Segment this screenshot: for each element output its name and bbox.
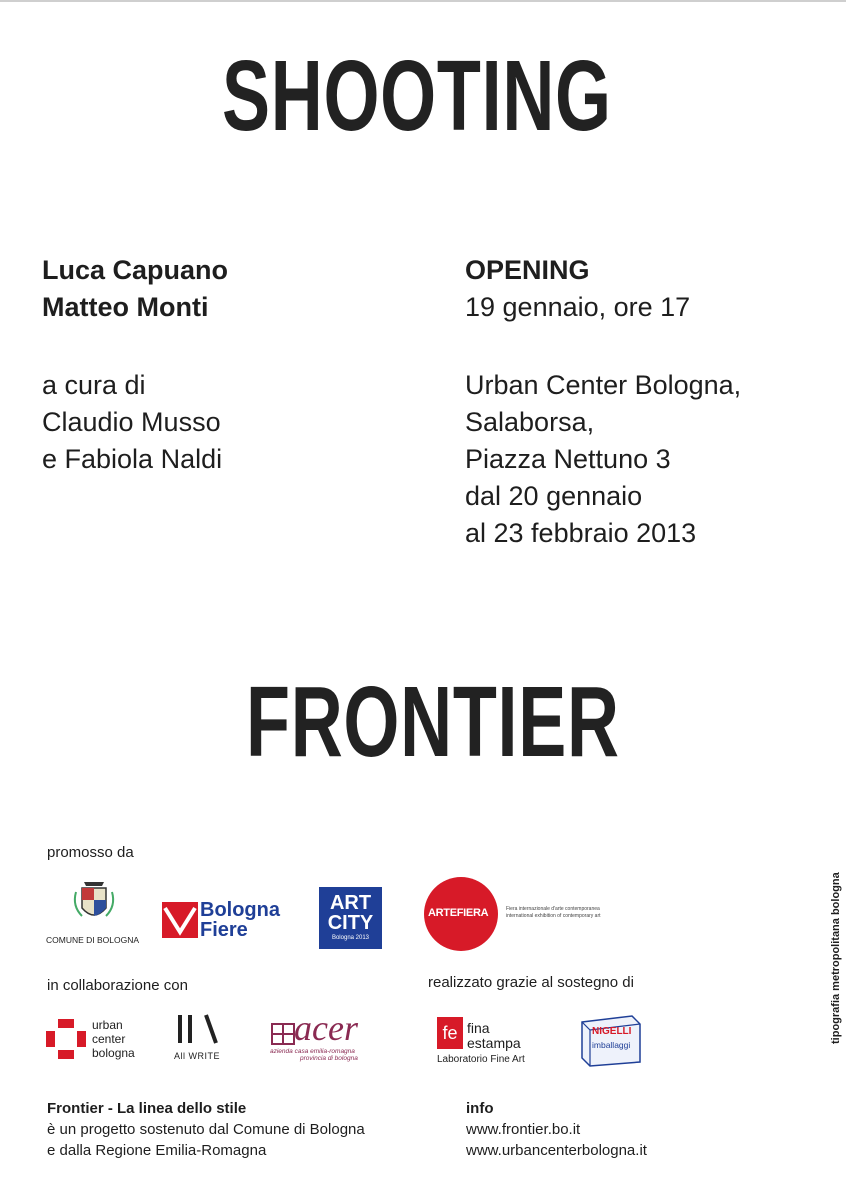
acer-tagline: provincia di bologna <box>300 1055 358 1062</box>
bologna-fiere-word: Fiere <box>200 919 248 941</box>
fina-estampa-logo <box>437 1015 547 1067</box>
website-link[interactable]: www.frontier.bo.it <box>466 1121 581 1138</box>
art-city-logo <box>319 887 382 949</box>
printer-credit-text: tipografia metropolitana bologna <box>830 872 842 1044</box>
artists-block <box>42 252 228 326</box>
urban-center-logo <box>44 1017 144 1063</box>
collab-label: in collaborazione con <box>47 977 188 994</box>
fina-estampa-sub: Laboratorio Fine Art <box>437 1054 525 1065</box>
artist-name: Luca Capuano <box>42 255 229 285</box>
bologna-fiere-word: Bologna <box>200 899 280 921</box>
venue-line: al 23 febbraio 2013 <box>465 518 697 548</box>
exhibition-title: SHOOTING <box>222 40 612 152</box>
curator-name: e Fabiola Naldi <box>42 444 223 474</box>
bologna-fiere-mark-icon <box>162 902 198 938</box>
curators-block <box>42 367 222 478</box>
venue-block <box>465 367 741 552</box>
urban-center-word: center <box>92 1032 126 1046</box>
venue-line: Salaborsa, <box>465 407 595 437</box>
scan-edge-line <box>0 0 846 2</box>
artefiera-tagline: international exhibition of contemporary art <box>506 913 601 919</box>
artefiera-logo <box>424 877 604 951</box>
comune-di-bologna-logo <box>46 880 142 945</box>
venue-line: Urban Center Bologna, <box>465 370 742 400</box>
website-link[interactable]: www.urbancenterbologna.it <box>466 1142 647 1159</box>
acer-logo <box>270 1008 390 1064</box>
urban-center-word: bologna <box>92 1046 135 1060</box>
curator-name: Claudio Musso <box>42 407 221 437</box>
opening-date: 19 gennaio, ore 17 <box>465 292 691 322</box>
promoted-label: promosso da <box>47 844 134 861</box>
curators-intro: a cura di <box>42 370 146 400</box>
artist-name: Matteo Monti <box>42 292 209 322</box>
nigelli-sub: imballaggi <box>592 1040 631 1050</box>
opening-label: OPENING <box>465 255 590 285</box>
all-write-text: All WRITE <box>174 1051 220 1061</box>
footer-project-line: è un progetto sostenuto dal Comune di Bologna <box>47 1121 365 1138</box>
nigelli-name: NIGELLI <box>592 1026 632 1037</box>
printer-credit <box>812 864 842 1044</box>
nigelli-logo <box>578 1012 644 1068</box>
comune-logo-text: COMUNE DI BOLOGNA <box>46 935 140 945</box>
bologna-fiere-logo <box>162 900 290 942</box>
support-label: realizzato grazie al sostegno di <box>428 974 634 991</box>
acer-house-icon <box>270 1020 296 1046</box>
acer-name: acer <box>294 1008 358 1048</box>
footer-info <box>466 1098 647 1161</box>
acer-tagline: azienda casa emilia-romagna <box>270 1048 355 1055</box>
coat-of-arms-icon <box>46 880 142 928</box>
opening-block <box>465 252 690 326</box>
artefiera-tagline: Fiera internazionale d'arte contemporanea <box>506 906 600 912</box>
urban-center-mark-icon <box>44 1017 88 1061</box>
urban-center-word: urban <box>92 1018 123 1032</box>
all-write-logo <box>174 1013 234 1065</box>
footer-project-title: Frontier - La linea dello stile <box>47 1100 247 1117</box>
venue-line: dal 20 gennaio <box>465 481 643 511</box>
footer-project-info <box>47 1098 365 1161</box>
venue-line: Piazza Nettuno 3 <box>465 444 671 474</box>
project-title: FRONTIER <box>246 666 620 778</box>
footer-info-title: info <box>466 1100 494 1117</box>
all-write-mark-icon <box>176 1013 226 1045</box>
fina-estampa-word: fina <box>467 1020 490 1036</box>
artefiera-name: ARTEFIERA <box>428 907 489 919</box>
art-city-line: CITY <box>327 912 374 934</box>
footer-project-line: e dalla Regione Emilia-Romagna <box>47 1142 267 1159</box>
art-city-line: ART <box>329 892 372 914</box>
art-city-year: Bologna 2013 <box>331 935 370 941</box>
fina-estampa-mark: fe <box>437 1017 463 1049</box>
fina-estampa-word: estampa <box>467 1035 521 1051</box>
